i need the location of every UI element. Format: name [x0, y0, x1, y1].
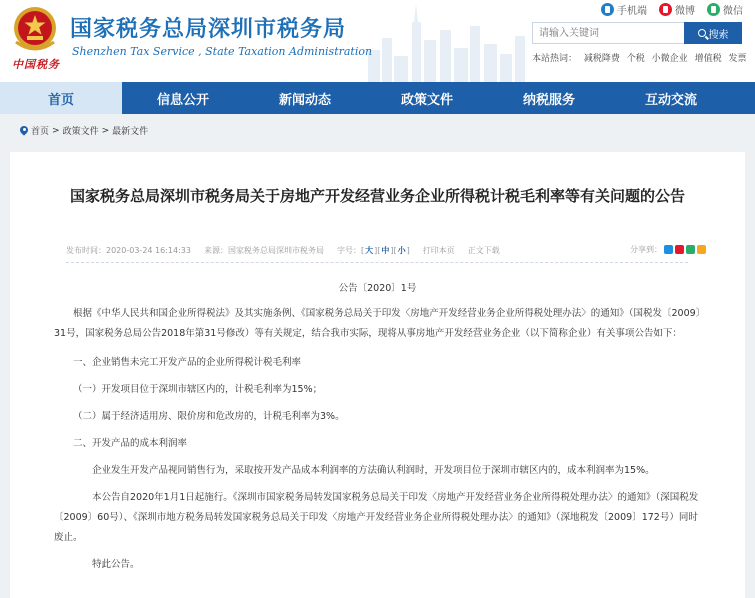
- article-body: [54, 304, 704, 575]
- hot-word-link[interactable]: 减税降费: [583, 54, 620, 64]
- main-nav: [0, 82, 755, 114]
- site-title[interactable]: 国家税务总局深圳市税务局: [70, 17, 347, 42]
- hot-word-link[interactable]: 小微企业: [651, 54, 688, 64]
- nav-item-tax-service[interactable]: 纳税服务: [522, 92, 575, 108]
- nav-item-home[interactable]: 首页: [0, 82, 122, 114]
- print-button[interactable]: 打印本页: [422, 246, 455, 255]
- section-heading: 一、企业销售未完工开发产品的企业所得税计税毛利率: [73, 357, 302, 368]
- wechat-link[interactable]: [707, 2, 743, 17]
- document-number: 公告〔2020〕1号: [338, 283, 417, 294]
- section-heading: 二、开发产品的成本利润率: [73, 438, 188, 449]
- weibo-icon: [659, 3, 672, 16]
- weibo-label: 微博: [675, 6, 695, 17]
- hot-words-label: 本站热词：: [532, 54, 578, 64]
- font-size-label: 字号：: [336, 246, 361, 255]
- publish-time: 2020-03-24 16:14:33: [106, 246, 191, 255]
- closing-paragraph: 特此公告。: [92, 559, 140, 570]
- nav-item-interaction[interactable]: 互动交流: [644, 92, 697, 108]
- share-bar: [630, 244, 706, 255]
- emblem-caption: 中国税务: [12, 58, 60, 71]
- tax-emblem-logo: [10, 4, 60, 56]
- search-icon: [698, 29, 706, 37]
- location-pin-icon: [20, 126, 28, 136]
- city-skyline-decoration: [360, 0, 530, 82]
- search-button[interactable]: [684, 22, 742, 44]
- publish-time-label: 发布时间：: [66, 246, 106, 255]
- wechat-label: 微信: [723, 6, 743, 17]
- hot-words: [532, 51, 750, 64]
- article-title: 国家税务总局深圳市税务局关于房地产开发经营业务企业所得税计税毛利率等有关问题的公告: [69, 187, 685, 205]
- search-input[interactable]: [532, 22, 684, 44]
- section-item: （一）开发项目位于深圳市辖区内的，计税毛利率为15%；: [73, 384, 323, 395]
- weibo-link[interactable]: [659, 2, 695, 17]
- share-plus-icon[interactable]: [664, 245, 673, 254]
- search-button-label: 搜索: [708, 29, 729, 41]
- wechat-icon: [707, 3, 720, 16]
- section-body: 企业发生开发产品视同销售行为，采取按开发产品成本利润率的方法确认利润时，开发项目位于深圳市辖区内的，成本利润率为15%。: [92, 465, 655, 476]
- article-meta: 发布时间： 2020-03-24 16:14:33 来源： 国家税务总局深圳市税务局 字号： [ 大 ] [ 中 ] [ 小 ] 打印本页 正文下载 分享到：: [66, 245, 706, 256]
- mobile-icon: [601, 3, 614, 16]
- meta-divider: [66, 262, 688, 263]
- search-bar: [532, 22, 742, 44]
- mobile-label: 手机端: [617, 6, 647, 17]
- social-links: [601, 2, 743, 17]
- hot-word-link[interactable]: 个税: [626, 54, 645, 64]
- article-source: 国家税务总局深圳市税务局: [227, 246, 324, 255]
- source-label: 来源：: [203, 246, 228, 255]
- nav-item-news[interactable]: 新闻动态: [278, 92, 331, 108]
- share-weibo-icon[interactable]: [675, 245, 684, 254]
- download-button[interactable]: 正文下载: [467, 246, 500, 255]
- font-size-medium-button[interactable]: 中: [381, 246, 390, 255]
- breadcrumb-separator: >: [101, 125, 110, 136]
- nav-item-policy-docs[interactable]: 政策文件: [400, 92, 453, 108]
- share-wechat-icon[interactable]: [686, 245, 695, 254]
- site-subtitle: Shenzhen Tax Service , State Taxation Administration: [72, 45, 373, 58]
- share-label: 分享到：: [630, 245, 662, 254]
- nav-item-info-disclosure[interactable]: 信息公开: [156, 92, 209, 108]
- breadcrumb: [20, 124, 148, 137]
- breadcrumb-home[interactable]: 首页: [31, 127, 50, 137]
- breadcrumb-latest-docs[interactable]: 最新文件: [112, 127, 149, 137]
- article-panel: [10, 152, 745, 598]
- hot-word-link[interactable]: 发票: [728, 54, 747, 64]
- breadcrumb-policy-docs[interactable]: 政策文件: [62, 127, 99, 137]
- breadcrumb-separator: >: [52, 125, 60, 136]
- font-size-large-button[interactable]: 大: [365, 246, 374, 255]
- hot-word-link[interactable]: 增值税: [694, 54, 722, 64]
- section-item: （二）属于经济适用房、限价房和危改房的，计税毛利率为3%。: [73, 411, 345, 422]
- intro-paragraph: 根据《中华人民共和国企业所得税法》及其实施条例、《国家税务总局关于印发〈房地产开发经营业务企业所得税处理办法〉的通知》（国税发〔2009〕31号，国家税务总局公告2018年第31号修改）等有关规定，结合我市实际，现将从事房地产开发经营业务企业（以下简称企业）有关事项公告如下：: [54, 308, 701, 339]
- mobile-link[interactable]: [601, 2, 647, 17]
- effective-paragraph: 本公告自2020年1月1日起施行。《深圳市国家税务局转发国家税务总局关于印发〈房地产开发经营业务企业所得税处理办法〉的通知》（深国税发〔2009〕60号）、《深圳市地方税务局转发国家税务总局关于印发〈房地产开发经营业务企业所得税处理办法〉的通知》（深地税发〔2009〕172号）同时废止。: [54, 492, 699, 543]
- share-qzone-icon[interactable]: [697, 245, 706, 254]
- font-size-small-button[interactable]: 小: [397, 246, 406, 255]
- site-header: [0, 0, 755, 82]
